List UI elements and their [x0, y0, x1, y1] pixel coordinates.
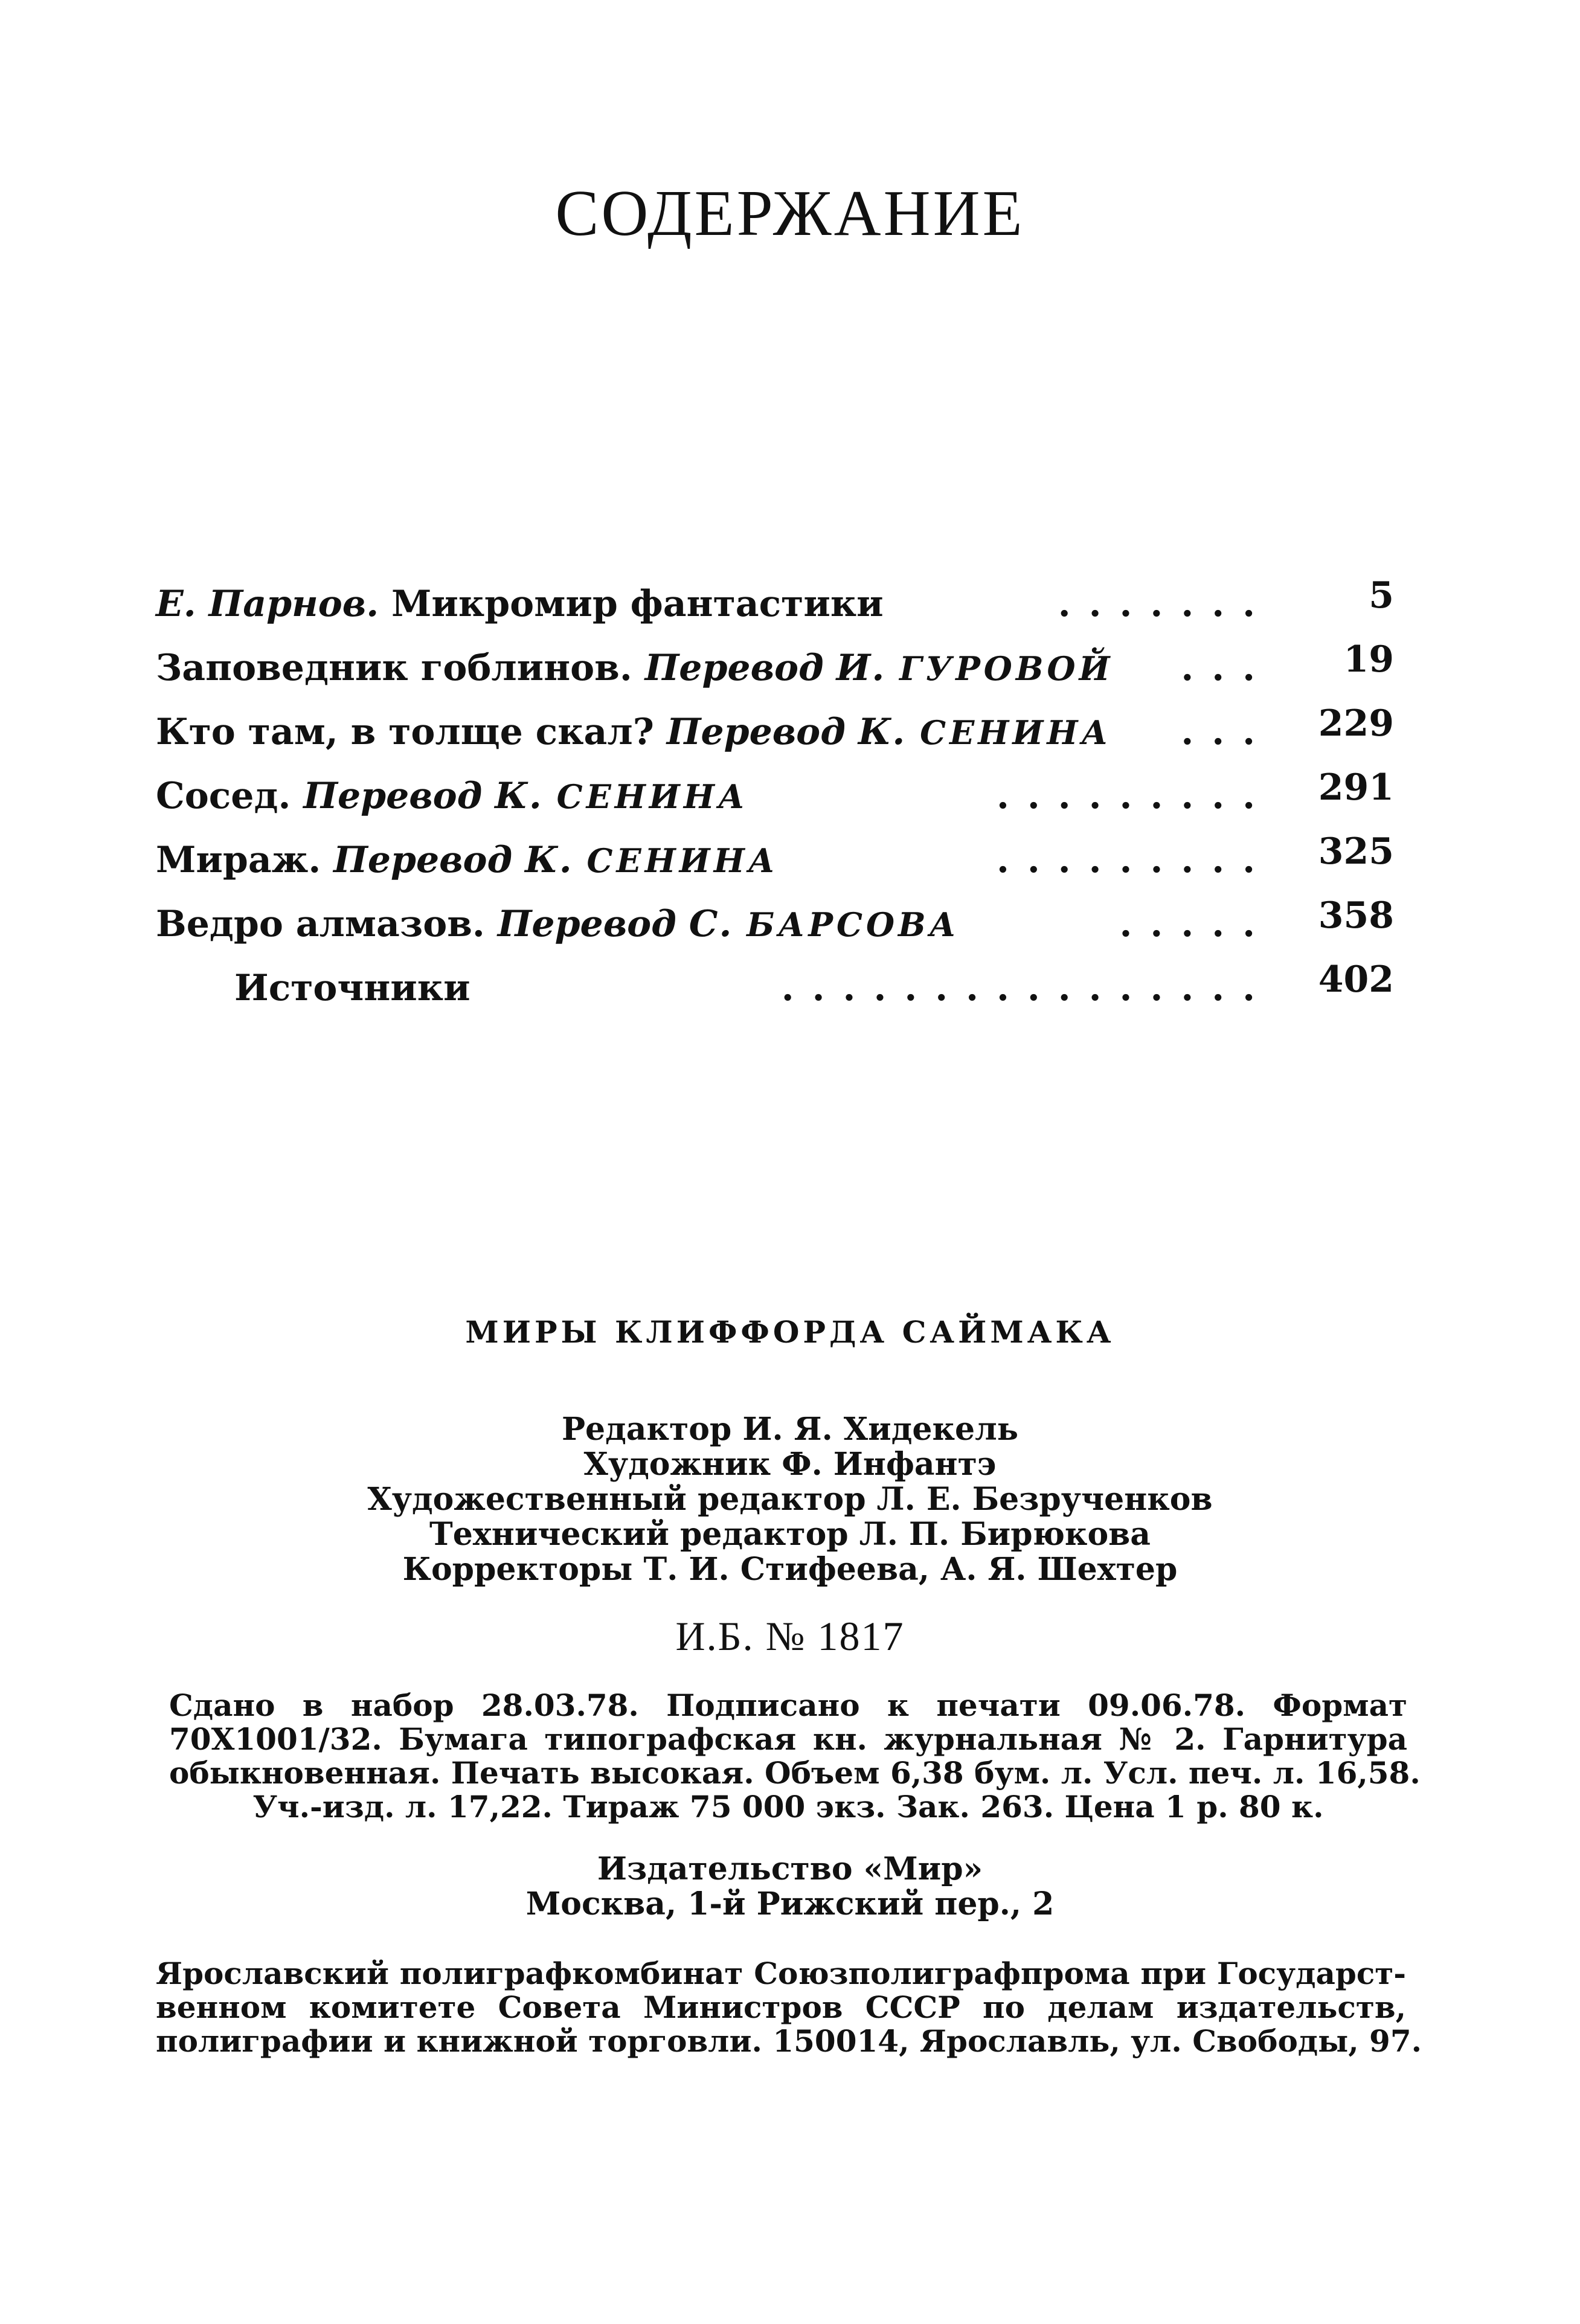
toc-leader-dots: ...: [1181, 711, 1273, 753]
toc-title: Микромир фантастики: [379, 583, 884, 625]
credit-line: Корректоры Т. И. Стифеева, А. Я. Шехтер: [402, 1551, 1178, 1588]
toc-translator-initial: И.: [836, 647, 900, 689]
spec-line: Уч.-изд. л. 17,22. Тираж 75 000 экз. Зак. 263. Цена 1 р. 80 к.: [252, 1789, 1324, 1825]
toc-leader-dots: .........: [997, 775, 1273, 817]
imprint-credits: [0, 1412, 1580, 1587]
toc-author: Е. Парнов.: [156, 583, 379, 625]
toc-translator-name: СЕНИНА: [920, 713, 1112, 752]
toc-translator-prefix: Перевод: [303, 775, 495, 817]
publisher-address: Москва, 1-й Рижский пер., 2: [525, 1886, 1055, 1922]
toc-translator-initial: К.: [525, 839, 587, 881]
toc-leader-dots: .........: [997, 839, 1273, 881]
toc-title: Ведро алмазов.: [156, 903, 498, 945]
toc-entry-text: [156, 580, 884, 628]
toc-entry-text: [156, 900, 960, 949]
toc-page-number: 325: [1318, 830, 1394, 873]
spec-line: Сдано в набор 28.03.78. Подписано к печати 09.06.78. Формат: [169, 1687, 1407, 1723]
toc-entry[interactable]: [156, 766, 1394, 836]
toc-page-number: 229: [1318, 702, 1394, 745]
credit-line: Художественный редактор Л. Е. Безрученков: [367, 1481, 1213, 1518]
toc-title: Мираж.: [156, 839, 334, 881]
toc-page-number: 19: [1343, 638, 1394, 681]
publisher-info: [0, 1852, 1580, 1922]
ib-number: И.Б. № 1817: [675, 1613, 905, 1659]
toc-entry-text: [156, 836, 779, 885]
toc-translator-prefix: Перевод: [497, 903, 689, 945]
toc-leader-dots: ................: [781, 967, 1273, 1009]
publisher-name: Издательство «Мир»: [597, 1851, 983, 1887]
toc-translator-prefix: Перевод: [666, 711, 858, 753]
printer-line: Ярославский полиграфкомбинат Союзполиграфпрома при Государст-: [156, 1956, 1406, 1991]
toc-translator-initial: С.: [689, 903, 747, 945]
toc-title: Источники: [234, 967, 470, 1009]
toc-leader-dots: .....: [1119, 903, 1273, 945]
credit-line: Художник Ф. Инфантэ: [583, 1446, 997, 1483]
page-title: СОДЕРЖАНИЕ: [555, 178, 1025, 250]
imprint-book-title: МИРЫ КЛИФФОРДА САЙМАКА: [465, 1314, 1115, 1350]
toc-entry-text: [156, 708, 1111, 757]
toc-page-number: 402: [1318, 958, 1394, 1001]
print-specifications: [169, 1687, 1421, 1825]
printer-line: полиграфии и книжной торговли. 150014, Ярославль, ул. Свободы, 97.: [156, 2023, 1422, 2059]
toc-entry[interactable]: [156, 958, 1394, 1028]
spec-line: 70Х1001/32. Бумага типографская кн. журнальная № 2. Гарнитура: [169, 1721, 1407, 1757]
toc-page-number: 358: [1318, 894, 1394, 937]
credit-line: Технический редактор Л. П. Бирюкова: [429, 1516, 1151, 1553]
toc-leader-dots: .......: [1058, 583, 1273, 625]
toc-entry-text: [156, 772, 748, 821]
toc-translator-name: ГУРОВОЙ: [899, 649, 1114, 688]
toc-entry-text: [234, 964, 470, 1012]
credit-line: Редактор И. Я. Хидекель: [561, 1411, 1019, 1448]
toc-translator-name: СЕНИНА: [556, 777, 748, 816]
toc-entry-text: [156, 644, 1114, 693]
toc-translator-prefix: Перевод: [644, 647, 837, 689]
toc-page-number: 5: [1369, 574, 1394, 617]
toc-title: Заповедник гоблинов.: [156, 647, 645, 689]
toc-translator-name: СЕНИНА: [586, 841, 779, 880]
toc-page-number: 291: [1318, 766, 1394, 809]
toc-translator-initial: К.: [495, 775, 557, 817]
toc-entry[interactable]: [156, 830, 1394, 900]
printer-line: венном комитете Совета Министров СССР по делам издательств,: [156, 1989, 1406, 2025]
toc-translator-prefix: Перевод: [333, 839, 525, 881]
toc-entry[interactable]: [156, 574, 1394, 644]
toc-entry[interactable]: [156, 638, 1394, 708]
toc-title: Сосед.: [156, 775, 304, 817]
toc-title: Кто там, в толще скал?: [156, 711, 667, 753]
table-of-contents: [156, 574, 1394, 1028]
toc-translator-name: БАРСОВА: [747, 905, 960, 944]
toc-leader-dots: ...: [1181, 647, 1273, 689]
toc-entry[interactable]: [156, 702, 1394, 772]
printer-info: [156, 1956, 1422, 2059]
spec-line: обыкновенная. Печать высокая. Объем 6,38 бум. л. Усл. печ. л. 16,58.: [169, 1755, 1421, 1791]
toc-entry[interactable]: [156, 894, 1394, 964]
toc-translator-initial: К.: [858, 711, 920, 753]
